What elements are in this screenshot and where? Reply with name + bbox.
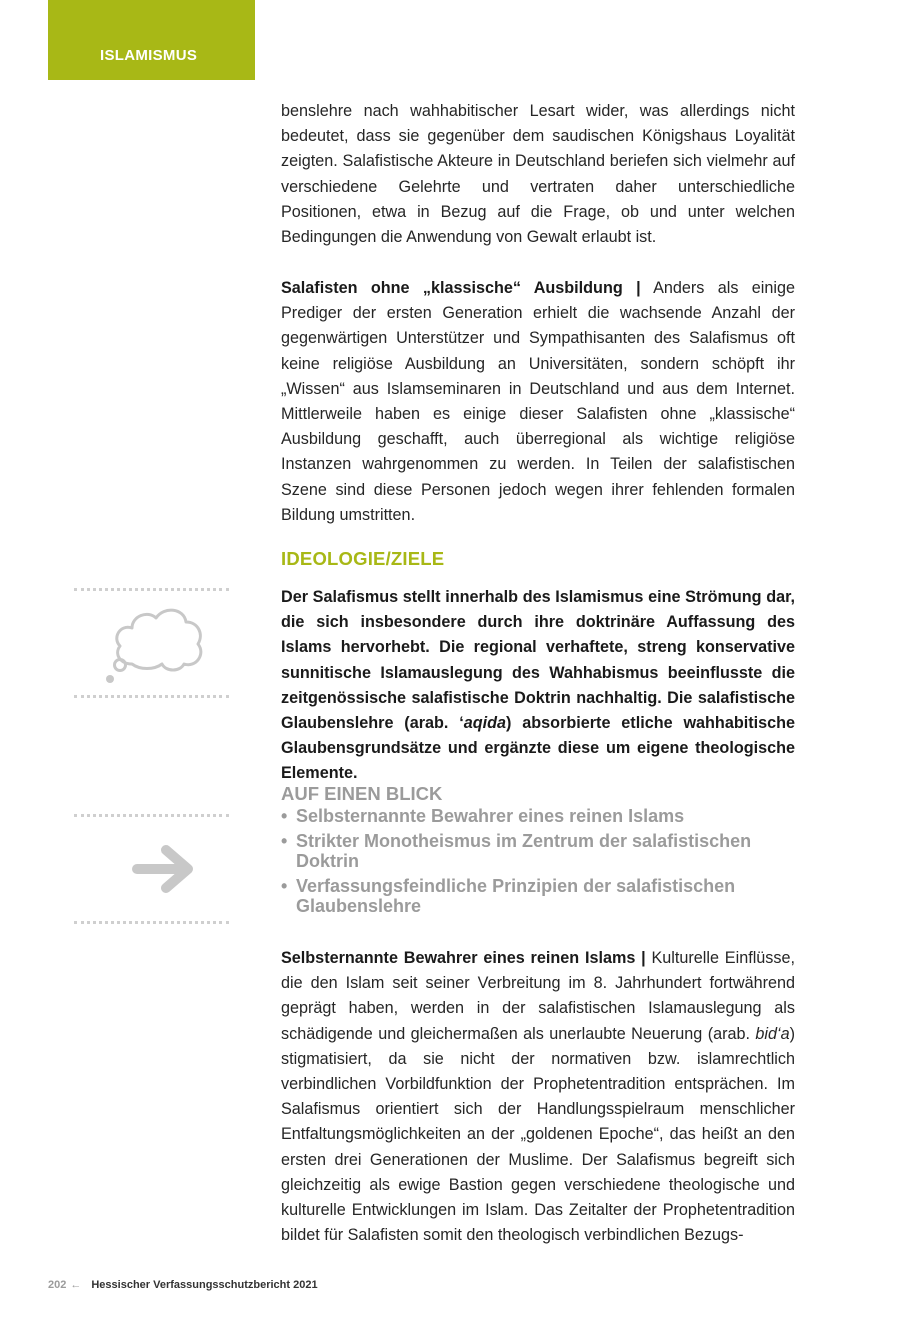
list-item: • Verfassungsfeindliche Prinzipien der salafistischen Glaubenslehre [281, 876, 761, 916]
ideologie-lead-term: aqida [463, 714, 507, 733]
bewahrer-paragraph [281, 946, 795, 1248]
salafisten-text: Anders als einige Prediger der ersten Generation erhielt die wachsende Anzahl der gegenwärtigen Unterstützer und Sympathisanten des Salafismus oft keine religiöse Ausbildung an Universitäten, sondern schöpft ihr „Wissen“ aus Islamseminaren in Deutschland und aus dem Internet. Mittlerweile haben es einige dieser Salafisten ohne „klassische“ Ausbildung geschafft, auch überregional als wichtige religiöse Instanzen wahrgenommen zu werden. In Teilen der salafistischen Szene sind diese Personen jedoch wegen ihrer fehlenden formalen Bildung umstritten. [281, 279, 795, 524]
list-item: • Selbsternannte Bewahrer eines reinen Islams [281, 806, 761, 826]
bewahrer-text-2: ) stigmatisiert, da sie nicht der normativen bzw. islamrechtlich verbindlichen Vorbildfunktion der Prophetentradition entsprächen. Im Salafismus orientiert sich der Handlungsspielraum menschlicher Entfaltungsmöglichkeiten an der „goldenen Epoche“, das heißt an den ersten drei Generationen der Muslime. Der Salafismus begreift sich gleichzeitig als ewige Bastion gegen verschiedene theologische und kulturelle Entwicklungen im Islam. Das Zeitalter der Prophetentradition bildet für Salafisten somit den theologisch verbindlichen Bezugs- [281, 1024, 795, 1245]
ideologie-lead-part1: Der Salafismus stellt innerhalb des Islamismus eine Strömung dar, die sich insbesondere durch ihre doktrinäre Auffassung des Islams hervorhebt. Die regional verhaftete, streng konservative sunnitische Islamauslegung des Wahhabismus beeinflusste die zeitgenössische salafistische Doktrin nachhaltig. Die salafistische Glaubenslehre (arab. ‘ [281, 588, 795, 733]
section-tab [48, 0, 255, 80]
salafisten-paragraph [281, 276, 795, 528]
salafisten-lead: Salafisten ohne „klassische“ Ausbildung | [281, 279, 641, 297]
dotted-divider [74, 588, 229, 591]
bewahrer-lead: Selbsternannte Bewahrer eines reinen Islams | [281, 949, 646, 967]
intro-block [281, 99, 795, 250]
publication-title: Hessischer Verfassungsschutzbericht 2021 [91, 1279, 318, 1291]
arrow-right-icon [132, 844, 196, 894]
section-salafisten-ohne-ausbildung [281, 276, 795, 528]
ideologie-heading: IDEOLOGIE/ZIELE [281, 548, 445, 569]
intro-paragraph: benslehre nach wahhabitischer Lesart wider, was allerdings nicht bedeutet, dass sie gegenüber dem saudischen Königshaus Loyalität zeigten. Salafistische Akteure in Deutschland beriefen sich vielmehr auf verschiedene Gelehrte und vertraten daher unterschiedliche Positionen, etwa in Bezug auf die Frage, ob und unter welchen Bedingungen die Anwendung von Gewalt erlaubt ist. [281, 102, 795, 247]
dotted-divider [74, 814, 229, 817]
page-footer [48, 1279, 318, 1291]
back-arrow-icon: ← [70, 1279, 82, 1291]
dotted-divider [74, 695, 229, 698]
ideologie-lead-part2: ) absorbierte etliche wahhabitische Glaubensgrundsätze und ergänzte diese um eigene theologische Elemente. [281, 714, 795, 783]
dotted-divider [74, 921, 229, 924]
auf-einen-blick-title: AUF EINEN BLICK [281, 783, 443, 804]
bewahrer-term: bid‘a [755, 1024, 790, 1043]
section-selbsternannte-bewahrer [281, 946, 795, 1248]
thought-bubble-icon [100, 598, 210, 690]
page-number: 202 [48, 1279, 67, 1291]
ideologie-lead [281, 585, 795, 787]
section-tab-label: ISLAMISMUS [100, 47, 198, 64]
bewahrer-text-1: Kulturelle Einflüsse, die den Islam seit seiner Verbreitung im 8. Jahrhundert fortwährend geprägt haben, werden in der salafistischen Islamauslegung als schädigende und gleichermaßen als unerlaubte Neuerung (arab. [281, 949, 795, 1043]
list-item: • Strikter Monotheismus im Zentrum der salafistischen Doktrin [281, 831, 761, 871]
auf-einen-blick-list [281, 806, 761, 921]
ideologie-lead-block [281, 585, 795, 787]
